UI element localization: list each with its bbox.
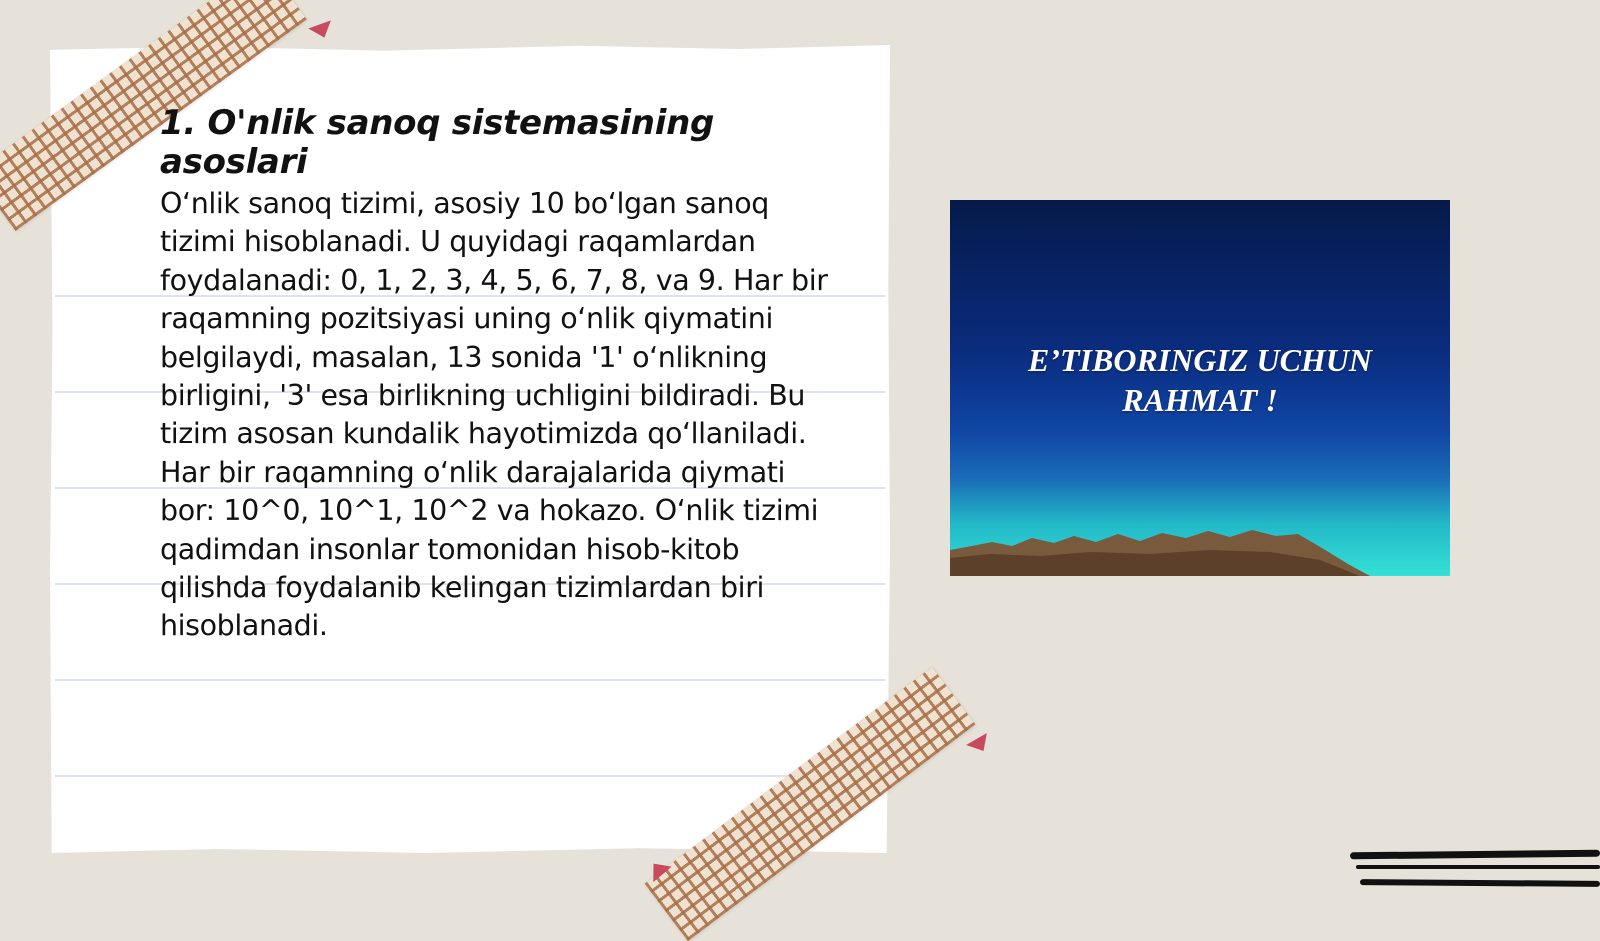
brush-stroke-decoration (1350, 850, 1600, 860)
mountain-range-icon (950, 516, 1450, 576)
brush-stroke-decoration (1356, 865, 1600, 869)
slide-body-text: O‘nlik sanoq tizimi, asosiy 10 bo‘lgan sanoq tizimi hisoblanadi. U quyidagi raqamlardan foydalanadi: 0, 1, 2, 3, 4, 5, 6, 7, 8, va 9. Har bir raqamning pozitsiyasi uning o‘nlik qiymatini belgilaydi, masalan, 13 sonida '1' o‘nlikning birligini, '3' esa birlikning uchligini bildiradi. Bu tizim asosan kundalik hayotimizda qo‘llaniladi. Har bir raqamning o‘nlik darajalarida qiymati bor: 10^0, 10^1, 10^2 va hokazo. O‘nlik tizimi qadimdan insonlar tomonidan hisob-kitob qilishda foydalanib kelingan tizimlardan biri hisoblanadi. (160, 187, 828, 643)
slide-title: 1. O'nlik sanoq sistemasining asoslari (160, 103, 715, 183)
tape-pin-bottom-right (966, 733, 994, 757)
thank-you-image (950, 200, 1450, 576)
paper-rule-line (55, 775, 885, 777)
paper-rule-line (55, 679, 885, 681)
image-caption-line-2: RAHMAT ! (1122, 382, 1278, 418)
brush-stroke-decoration (1360, 879, 1600, 887)
tape-pin-top (308, 20, 335, 41)
image-caption-line-1: E’TIBORINGIZ UCHUN (1027, 342, 1373, 378)
image-caption (950, 340, 1450, 420)
